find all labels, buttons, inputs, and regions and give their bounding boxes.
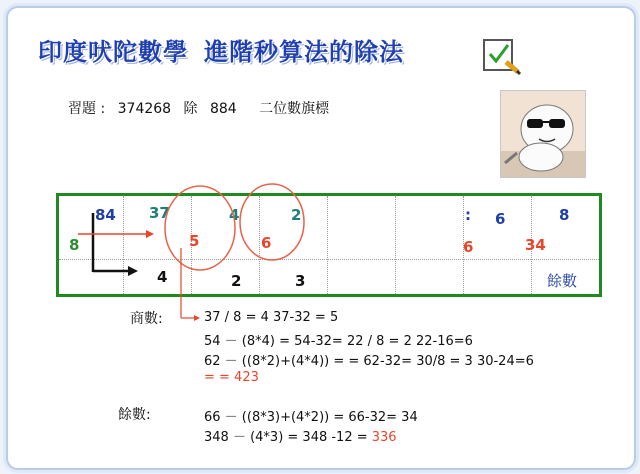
remainder-section-label: 餘數: (118, 407, 151, 423)
quotient-4: 4 (157, 268, 168, 286)
exercise-line (68, 98, 337, 118)
remainder-6b: 6 (463, 238, 474, 256)
calculation-grid (56, 193, 602, 297)
remainder-line-1: 66 － ((8*3)+(4*2)) = 66-32= 34 (204, 410, 418, 425)
remainder-5: 5 (189, 232, 200, 250)
remainder-6a: 6 (261, 234, 272, 252)
digit-2: 2 (291, 206, 302, 224)
quotient-result: = = 423 (204, 370, 259, 385)
quotient-label: 商數: (130, 311, 163, 327)
digit-37: 37 (149, 204, 170, 222)
checklist-pencil-icon (480, 32, 524, 76)
remainder-line-2 (204, 426, 397, 445)
page-title (38, 32, 404, 67)
exercise-divisor: 884 (209, 101, 237, 117)
exercise-note: 二位數旗標 (259, 101, 330, 117)
avatar (500, 90, 586, 178)
remainder-label: 餘數 (547, 272, 578, 290)
quotient-3: 3 (295, 272, 306, 290)
digit-4: 4 (229, 206, 240, 224)
remainder-line-2-expr: 348 － (4*3) = 348 -12 = (204, 430, 368, 445)
title-part2: 進階秒算法的除法 (204, 38, 404, 66)
sunglasses-character-icon (501, 91, 585, 177)
quotient-line-1: 37 / 8 = 4 37-32 = 5 (204, 310, 339, 325)
exercise-label: 習題 : (68, 101, 106, 117)
digit-8: 8 (559, 206, 570, 224)
flag-value: 84 (95, 206, 116, 224)
decimal-separator: : (465, 206, 471, 224)
quotient-line-3: 62 － ((8*2)+(4*4)) = = 62-32= 30/8 = 3 30-24=6 (204, 354, 534, 369)
divisor-lead: 8 (69, 236, 80, 254)
exercise-dividend: 374268 (117, 101, 172, 117)
quotient-line-2: 54 － (8*4) = 54-32= 22 / 8 = 2 22-16=6 (204, 334, 473, 349)
exercise-op: 除 (183, 101, 198, 117)
slide (6, 6, 636, 470)
remainder-result: 336 (371, 430, 397, 445)
digit-6: 6 (495, 210, 506, 228)
remainder-34: 34 (525, 236, 546, 254)
title-part1: 印度吠陀數學 (38, 38, 188, 66)
quotient-2: 2 (231, 272, 242, 290)
